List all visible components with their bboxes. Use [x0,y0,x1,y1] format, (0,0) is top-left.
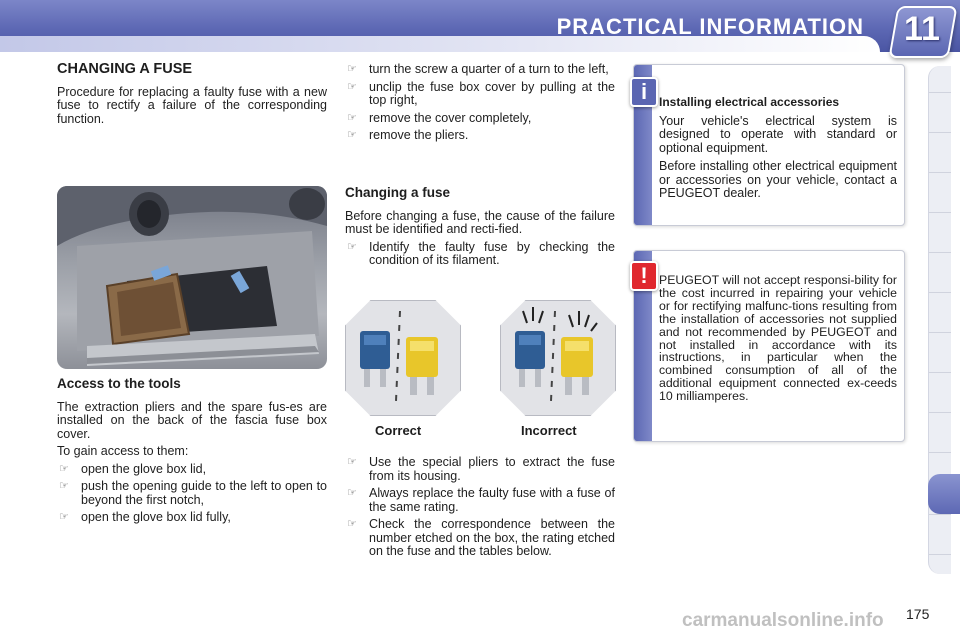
list-item [345,487,615,514]
pointing-hand-icon: ☞ [347,456,357,468]
left-column [57,63,327,130]
access-intro: To gain access to them: [57,444,189,458]
warning-icon: ! [630,261,658,291]
list-item [57,511,327,525]
info-box-paragraph: Before installing other electrical equipment or accessories on your vehicle, contact a PEUGEOT dealer. [659,159,897,200]
list-item-text: remove the pliers. [369,128,469,142]
fuse-correct-illustration [345,300,461,416]
list-item [57,463,327,477]
glovebox-illustration [57,186,327,369]
cover-steps-section [345,63,615,147]
index-tick [929,292,951,293]
changing-section [345,186,615,272]
warning-box-content [659,274,897,408]
pointing-hand-icon: ☞ [347,518,357,530]
list-item [345,518,615,559]
fuse-heading: CHANGING A FUSE [57,61,193,77]
index-tick [929,452,951,453]
good-fuse-icon [346,301,460,415]
list-item [57,480,327,507]
page-header [0,0,960,52]
list-item-text: turn the screw a quarter of a turn to the left, [369,62,609,76]
info-box-content [659,96,897,206]
list-item [345,112,615,126]
list-item-text: Always replace the faulty fuse with a fuse of the same rating. [369,486,615,514]
list-item-text: unclip the fuse box cover by pulling at the top right, [369,79,615,107]
list-item [345,81,615,108]
warning-paragraph: PEUGEOT will not accept responsi-bility for the cost incurred in repairing your vehicle or for rectifying malfunc-tions resulting from the installation of accessories not supplied and not recommended by PEUGEOT and not installed in accordance with its instructions, in particular when the combined consumption of all of the additional equipment connected ex-ceeds 10 milliamperes. [659,273,897,404]
chapter-index-active-tab[interactable] [928,474,960,514]
index-tick [929,412,951,413]
glovebox-photo [57,186,327,369]
pointing-hand-icon: ☞ [59,480,69,492]
pointing-hand-icon: ☞ [347,80,357,93]
info-icon: i [630,77,658,107]
index-tick [929,332,951,333]
index-tick [929,172,951,173]
page-number: 175 [906,606,930,622]
pointing-hand-icon: ☞ [347,111,357,124]
blown-fuse-icon [501,301,615,415]
index-tick [929,372,951,373]
list-item [345,129,615,143]
changing-paragraph: Before changing a fuse, the cause of the failure must be identified and recti-fied. [345,208,615,236]
pointing-hand-icon: ☞ [59,511,69,523]
list-item-text: Identify the faulty fuse by checking the condition of its filament. [369,239,615,267]
list-item-text: remove the cover completely, [369,110,532,125]
index-tick [929,132,951,133]
info-box-title: Installing electrical accessories [659,95,840,109]
list-item [345,456,615,483]
cover-steps [345,63,615,143]
warning-box [633,250,905,442]
tools-heading: Access to the tools [57,376,181,391]
access-steps [57,463,327,525]
list-item-text: push the opening guide to the left to open to beyond the first notch, [81,479,327,507]
caption-correct: Correct [375,423,422,438]
pointing-hand-icon: ☞ [347,129,357,141]
index-tick [929,252,951,253]
info-box [633,64,905,226]
list-item [345,63,615,77]
pointing-hand-icon: ☞ [347,240,357,253]
pointing-hand-icon: ☞ [347,487,357,499]
final-steps [345,456,615,559]
index-tick [929,514,951,515]
list-item-text: open the glove box lid, [81,461,207,476]
tools-section [57,377,327,529]
tools-paragraph: The extraction pliers and the spare fus-es are installed on the back of the fascia fuse box cover. [57,399,327,441]
final-steps-section [345,456,615,563]
index-tick [929,212,951,213]
list-item-text: Check the correspondence between the number etched on the box, the rating etched on the fuse and the tables below. [369,517,615,558]
index-tick [929,92,951,93]
list-item-text: open the glove box lid fully, [81,510,231,524]
info-box-paragraph: Your vehicle's electrical system is designed to operate with standard or optional equipment. [659,113,897,155]
section-title: PRACTICAL INFORMATION [556,14,864,39]
identify-steps [345,241,615,268]
index-tick [929,554,951,555]
pointing-hand-icon: ☞ [347,63,357,75]
fuse-incorrect-illustration [500,300,616,416]
list-item [345,241,615,268]
list-item-text: Use the special pliers to extract the fuse from its housing. [369,455,615,483]
watermark: carmanualsonline.info [682,610,884,631]
caption-incorrect: Incorrect [521,423,577,438]
chapter-number: 11 [904,10,940,48]
changing-heading: Changing a fuse [345,185,451,200]
pointing-hand-icon: ☞ [59,462,69,475]
intro-paragraph: Procedure for replacing a faulty fuse with a new fuse to rectify a failure of the corresponding function. [57,84,327,126]
